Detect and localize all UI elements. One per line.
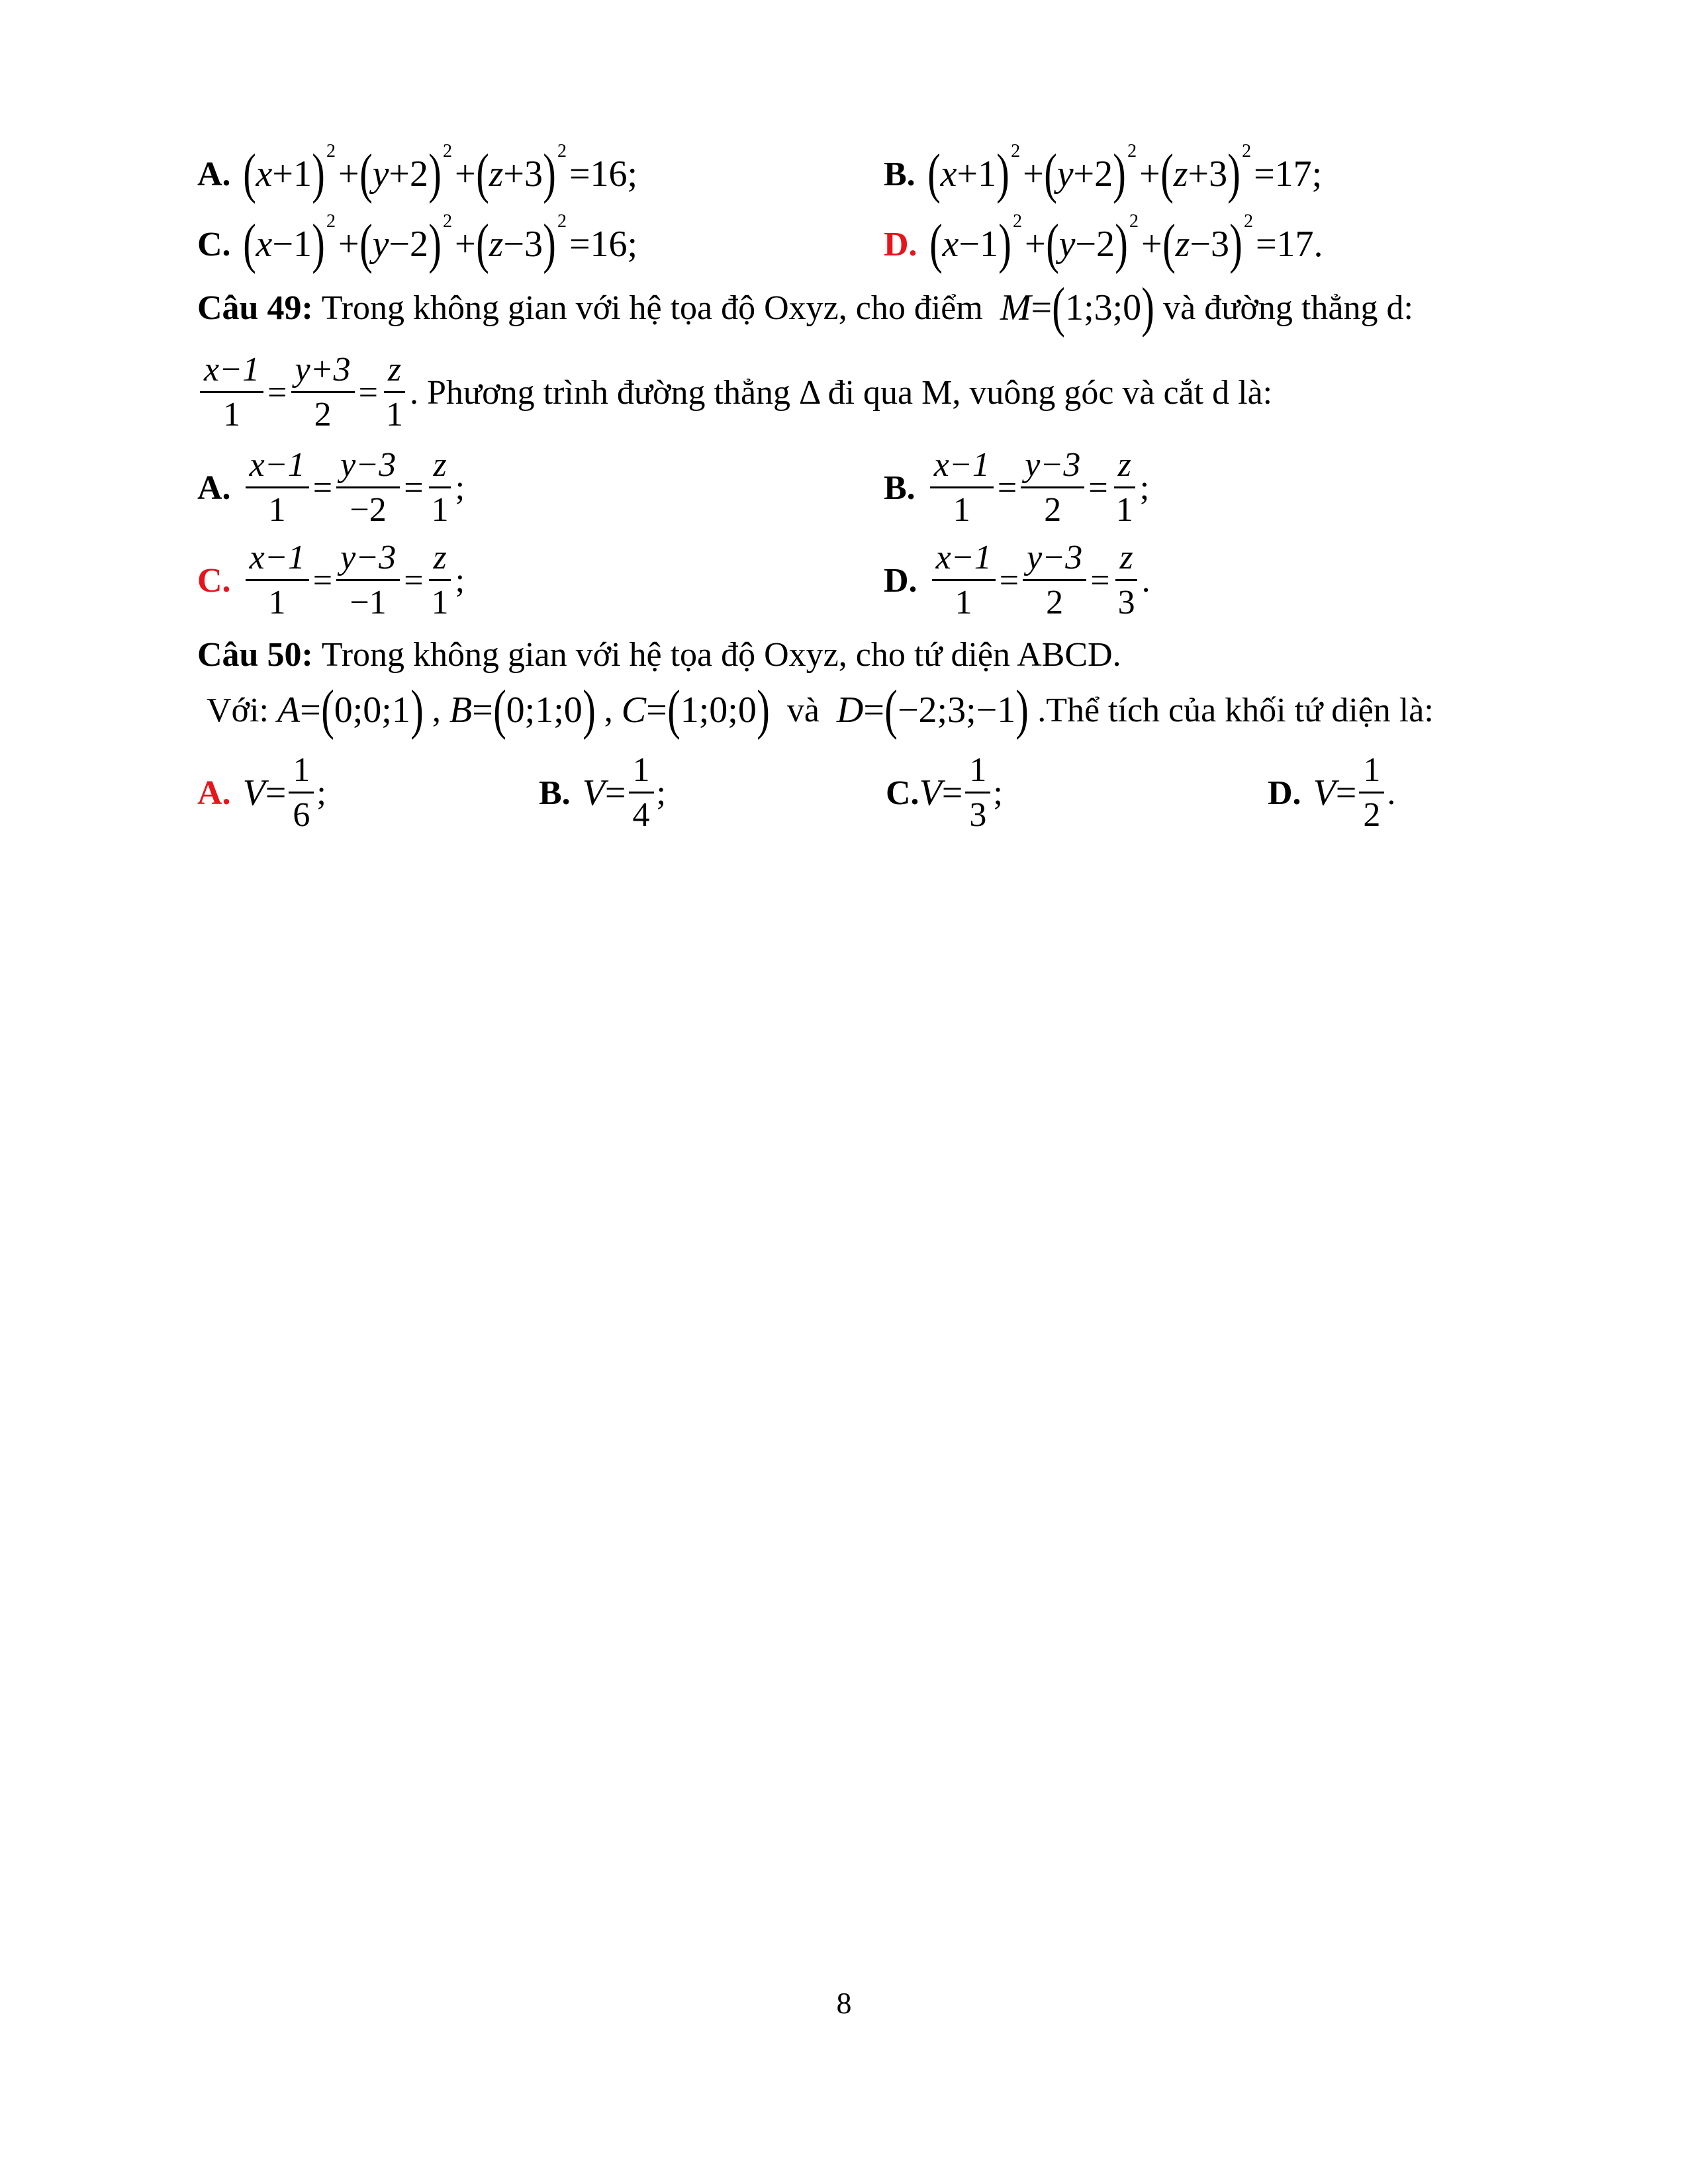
q50-points: Với: A = ( 0;0;1 ) , B = ( 0;1;0 ) , C = ( 1;0;0 ) và D = ( −2;3;−1 ) .Thể tích của khối tứ diện là: [207,679,1434,741]
option-letter: B. [884,469,915,507]
q50-option-d[interactable]: D. V = $\frac{1}{2}$ . [1268,751,1396,834]
point-c: C = ( 1;0;0 ) [621,679,770,741]
question-prompt: .Thể tích của khối tứ diện là: [1037,691,1434,729]
fraction: $\frac{y+3}{2}$ [291,352,355,433]
sphere-equation: ( x −1 ) 2 + ( y −2 ) 2 + ( z −3 ) 2 =16; [242,211,638,275]
fraction: $\frac{x-1}{1}$ [200,352,263,433]
q48-option-a[interactable] [197,141,638,205]
option-letter: A. [197,469,231,507]
option-letter-correct: A. [197,774,231,812]
q48-option-c[interactable] [197,211,638,275]
sphere-equation: ( x +1 ) 2 + ( y +2 ) 2 + ( z +3 ) 2 =16; [242,141,638,205]
option-letter-correct: C. [197,561,231,600]
question-text-tail: và đường thẳng d: [1163,289,1413,327]
question-text: Trong không gian với hệ tọa độ Oxyz, cho tứ diện ABCD. [321,635,1121,674]
option-letter: C. [197,225,231,263]
q49-intro [197,278,1413,338]
q48-options-row-1 [197,141,1561,205]
point-d: D = ( −2;3;−1 ) [836,679,1029,741]
sphere-equation: ( x −1 ) 2 + ( y −2 ) 2 + ( z −3 ) 2 =17. [929,211,1323,275]
point-m: M = ( 1;3;0 ) [1000,277,1154,339]
q50-option-c[interactable]: C. V = $\frac{1}{3}$ ; [886,751,1003,834]
q50-option-b[interactable]: B. V = $\frac{1}{4}$ ; [539,751,666,834]
q49-line-d: $\frac{x-1}{1}$ = $\frac{y+3}{2}$ = $\frac{z}{1}$ . Phương trình đường thẳng Δ đi qua M, vuông góc và cắt d là: [197,349,1272,435]
q48-option-d[interactable] [884,211,1323,275]
q50-options-row [197,747,1561,839]
option-letter: A. [197,155,231,193]
option-letter-correct: D. [884,225,917,263]
option-letter: D. [884,561,917,600]
with-label: Với: [207,691,269,729]
sphere-equation: ( x +1 ) 2 + ( y +2 ) 2 + ( z +3 ) 2 =17; [927,141,1323,205]
option-letter: B. [539,774,571,812]
fraction: $\frac{z}{1}$ [382,352,407,433]
q49-option-a[interactable]: A. $\frac{x-1}{1}$ = $\frac{y-3}{-2}$ = $\frac{z}{1}$ ; [197,445,465,529]
q48-option-b[interactable] [884,141,1323,205]
q50-intro [197,629,1121,680]
q49-option-d[interactable]: D. $\frac{x-1}{1}$ = $\frac{y-3}{2}$ = $\frac{z}{3}$ . [884,538,1150,621]
q49-options-row-2 [197,537,1561,623]
option-letter: C. [886,774,919,812]
point-b: B = ( 0;1;0 ) [449,679,596,741]
q49-option-c[interactable]: C. $\frac{x-1}{1}$ = $\frac{y-3}{-1}$ = $\frac{z}{1}$ ; [197,538,465,621]
q48-options-row-2 [197,211,1561,275]
q50-option-a[interactable]: A. V = $\frac{1}{6}$ ; [197,751,326,834]
question-label: Câu 50: [197,635,313,674]
question-label: Câu 49: [197,289,313,327]
page-number: 8 [836,1986,852,2020]
question-prompt: . Phương trình đường thẳng Δ đi qua M, vuông góc và cắt d là: [410,373,1273,412]
q49-option-b[interactable]: B. $\frac{x-1}{1}$ = $\frac{y-3}{2}$ = $\frac{z}{1}$ ; [884,445,1150,529]
question-text: Trong không gian với hệ tọa độ Oxyz, cho điểm [321,289,983,327]
q49-options-row-1 [197,445,1561,531]
point-a: A = ( 0;0;1 ) [277,679,424,741]
option-letter: B. [884,155,915,193]
option-letter: D. [1268,774,1301,812]
